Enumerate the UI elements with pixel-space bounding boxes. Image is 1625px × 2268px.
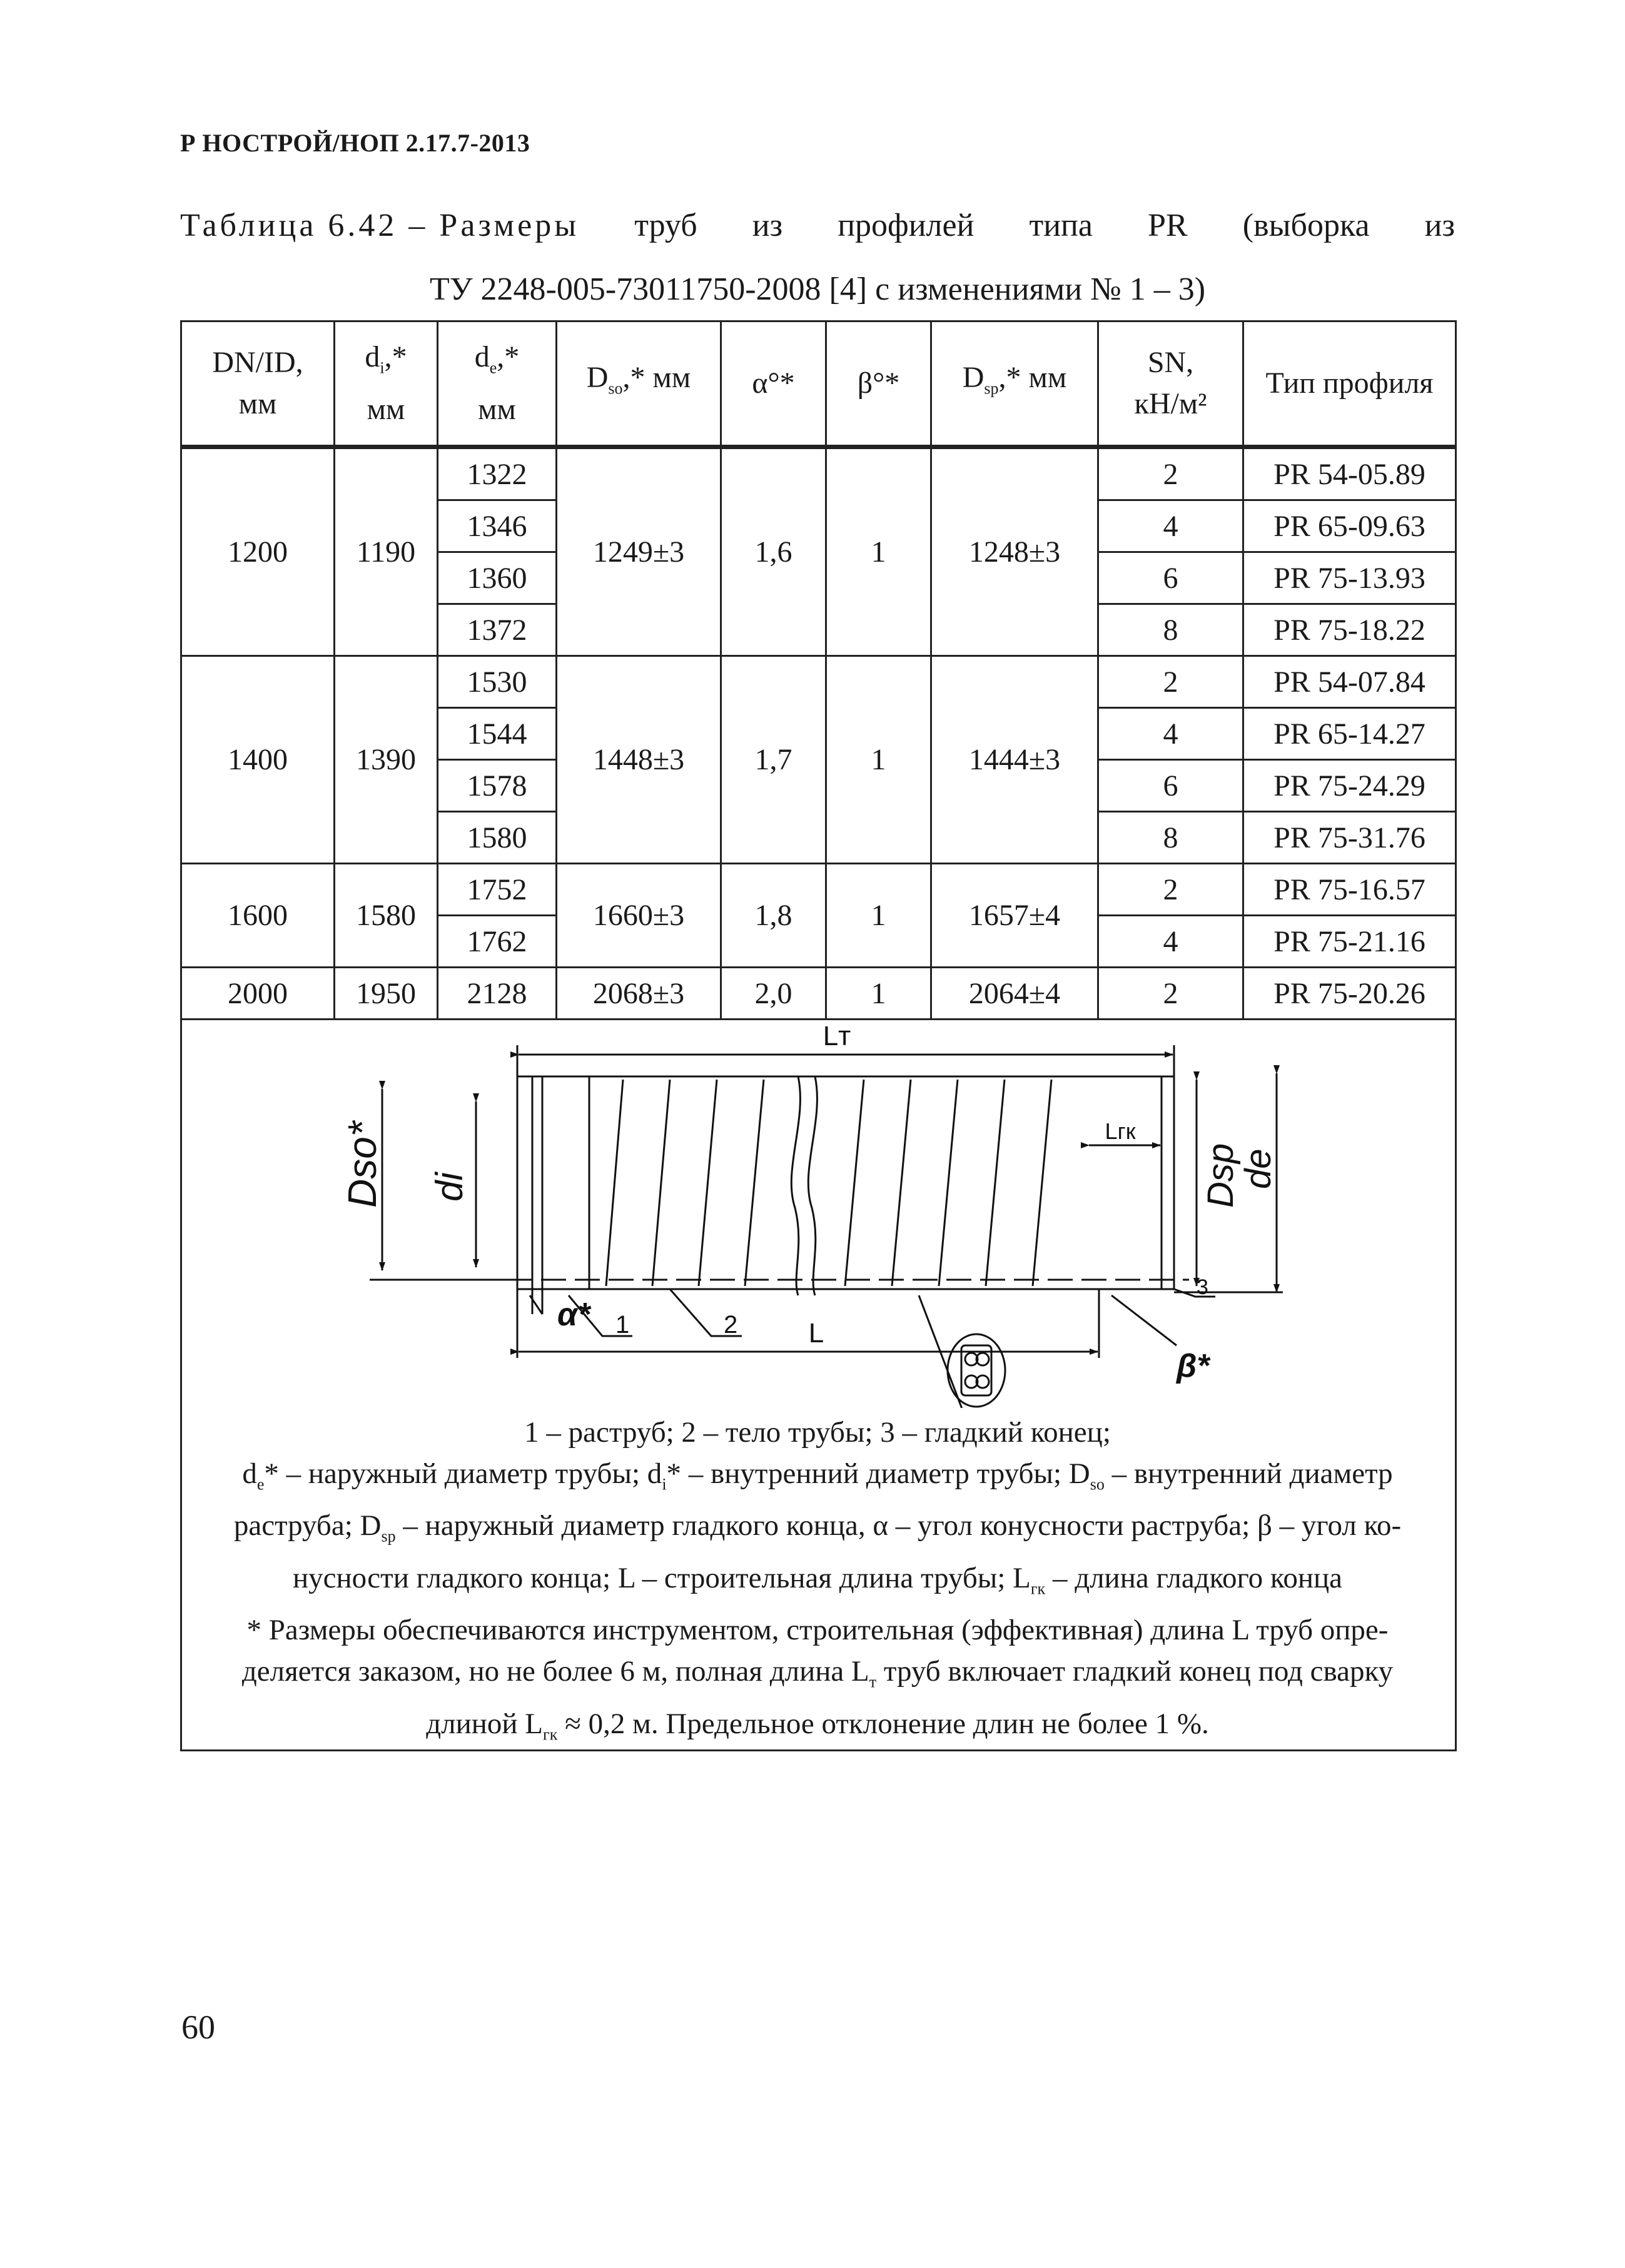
caption-word: Таблица 6.42 – Размеры [180,208,580,243]
cell-sn: 6 [1098,552,1243,604]
cell-sn: 8 [1098,812,1243,864]
header-profile-type: Тип профиля [1243,321,1456,447]
cell-sn: 8 [1098,604,1243,656]
cell-alpha: 1,7 [721,656,826,864]
cell-de: 1346 [438,500,557,552]
cell-di: 1190 [335,447,438,656]
cell-profile: PR 54-07.84 [1243,656,1456,708]
pipe-drawing [182,1020,1453,1408]
cell-sn: 2 [1098,864,1243,916]
label-alpha: α* [557,1297,590,1333]
cell-dsp: 1444±3 [931,656,1098,864]
caption-word: из [1424,208,1455,243]
spiral-line [986,1080,1005,1286]
pipe-drawing-block [182,1020,1453,1749]
cell-de: 1578 [438,760,557,812]
cell-dn: 1200 [181,447,335,656]
cell-de: 1372 [438,604,557,656]
table-row [181,968,1456,1020]
header-de: $d_e,*$ мм [438,321,557,447]
break-line-left [791,1076,800,1295]
caption-word: (выборка [1242,208,1370,243]
legend-line: * Размеры обеспечиваются инструментом, строительная (эффективная) длина L труб опре- [246,1614,1389,1647]
header-di: $d_i,*$ мм [335,321,438,447]
cell-dsp: 1657±4 [931,864,1098,968]
cell-de: 1360 [438,552,557,604]
caption-word: PR [1148,208,1188,243]
document-code-header: Р НОСТРОЙ/НОП 2.17.7-2013 [180,129,530,157]
cell-dso: 1249±3 [557,447,721,656]
cell-de: 1762 [438,916,557,968]
cell-profile: PR 75-20.26 [1243,968,1456,1020]
pipe-dimensions-table [180,320,1457,1751]
cell-dso: 1448±3 [557,656,721,864]
cell-dsp: 2064±4 [931,968,1098,1020]
beta-angle-mark [1111,1295,1177,1345]
figure-legend [201,1412,1434,1755]
label-dso: Dso* [340,1121,385,1208]
header-beta: β°* [826,321,931,447]
cell-dn: 1600 [181,864,335,968]
cell-profile: PR 75-13.93 [1243,552,1456,604]
label-l: L [808,1318,824,1349]
cell-alpha: 1,6 [721,447,826,656]
spiral-line [892,1080,911,1286]
label-dsp: Dsp [1200,1143,1241,1208]
spiral-line [1033,1080,1051,1286]
header-sn: SN, кН/м² [1098,321,1243,447]
spiral-line [939,1080,958,1286]
cell-profile: PR 75-16.57 [1243,864,1456,916]
caption-word: труб [634,208,697,243]
spiral-line [745,1080,764,1286]
label-de: de [1238,1148,1278,1189]
cell-profile: PR 75-31.76 [1243,812,1456,864]
legend-line: $d_e*$ – наружный диаметр трубы; $d_i*$ – внутренний диаметр трубы; $D_{so}$ – внутренний диаметр [242,1457,1393,1494]
table-row [181,656,1456,708]
label-beta: β* [1177,1348,1210,1384]
cell-profile: PR 65-09.63 [1243,500,1456,552]
header-dn-id: DN/ID, мм [181,321,335,447]
label-1: 1 [615,1311,630,1339]
cell-sn: 6 [1098,760,1243,812]
label-2: 2 [724,1311,738,1339]
table-caption-line-1 [180,206,1455,245]
label-lt: Lт [823,1021,851,1051]
cell-dn: 1400 [181,656,335,864]
cell-di: 1950 [335,968,438,1020]
cell-dso: 2068±3 [557,968,721,1020]
caption-word: типа [1029,208,1093,243]
cell-alpha: 1,8 [721,864,826,968]
cell-de: 2128 [438,968,557,1020]
cell-profile: PR 75-24.29 [1243,760,1456,812]
cell-sn: 2 [1098,447,1243,500]
cell-sn: 4 [1098,916,1243,968]
table-row [181,447,1456,500]
legend-line: деляется заказом, но не более 6 м, полная длина $L_т$ труб включает гладкий конец под сварку [241,1655,1394,1691]
cell-profile: PR 65-14.27 [1243,708,1456,760]
header-dsp: $D_{sp},*$ мм [931,321,1098,447]
cell-sn: 4 [1098,708,1243,760]
spiral-line [699,1080,717,1286]
cell-dn: 2000 [181,968,335,1020]
page-number: 60 [181,2008,215,2046]
header-dso: $D_{so},*$ мм [557,321,721,447]
cell-de: 1530 [438,656,557,708]
cell-beta: 1 [826,656,931,864]
legend-line: нусности гладкого конца; L – строительная длина трубы; $L_{гк}$ – длина гладкого конца [292,1561,1343,1598]
cell-beta: 1 [826,864,931,968]
spiral-line [845,1080,864,1286]
cell-profile: PR 75-18.22 [1243,604,1456,656]
table-row [181,864,1456,916]
label-3: 3 [1197,1275,1208,1299]
cell-de: 1322 [438,447,557,500]
legend-line: раструба; $D_{sp}$ – наружный диаметр гладкого конца, α – угол конусности раструба; β – угол ко- [233,1509,1402,1546]
cell-profile: PR 75-21.16 [1243,916,1456,968]
cell-profile: PR 54-05.89 [1243,447,1456,500]
cell-di: 1390 [335,656,438,864]
cell-sn: 2 [1098,656,1243,708]
caption-word: профилей [838,208,974,243]
cell-beta: 1 [826,447,931,656]
spiral-line [606,1080,623,1286]
cell-di: 1580 [335,864,438,968]
pipe-outline [517,1076,1174,1289]
caption-word: из [752,208,783,243]
table-caption-line-2: ТУ 2248-005-73011750-2008 [4] с изменениями № 1 – 3) [429,271,1206,307]
legend-line: длиной $L_{гк} \approx 0,2$ м. Предельное отклонение длин не более 1 %. [426,1707,1209,1743]
cell-sn: 2 [1098,968,1243,1020]
cell-de: 1580 [438,812,557,864]
spiral-line [652,1080,670,1286]
label-lgk: Lгк [1105,1118,1136,1144]
cell-beta: 1 [826,968,931,1020]
table-header-row [181,321,1456,447]
cell-de: 1752 [438,864,557,916]
break-line-right [808,1076,817,1295]
cell-de: 1544 [438,708,557,760]
header-alpha: α°* [721,321,826,447]
legend-line: 1 – раструб; 2 – тело трубы; 3 – гладкий конец; [524,1416,1111,1449]
cell-dso: 1660±3 [557,864,721,968]
figure-row [181,1020,1456,1751]
cell-dsp: 1248±3 [931,447,1098,656]
cell-sn: 4 [1098,500,1243,552]
figure-cell [181,1020,1456,1751]
profile-detail-icon [948,1334,1005,1407]
label-di: di [428,1172,470,1202]
cell-alpha: 2,0 [721,968,826,1020]
